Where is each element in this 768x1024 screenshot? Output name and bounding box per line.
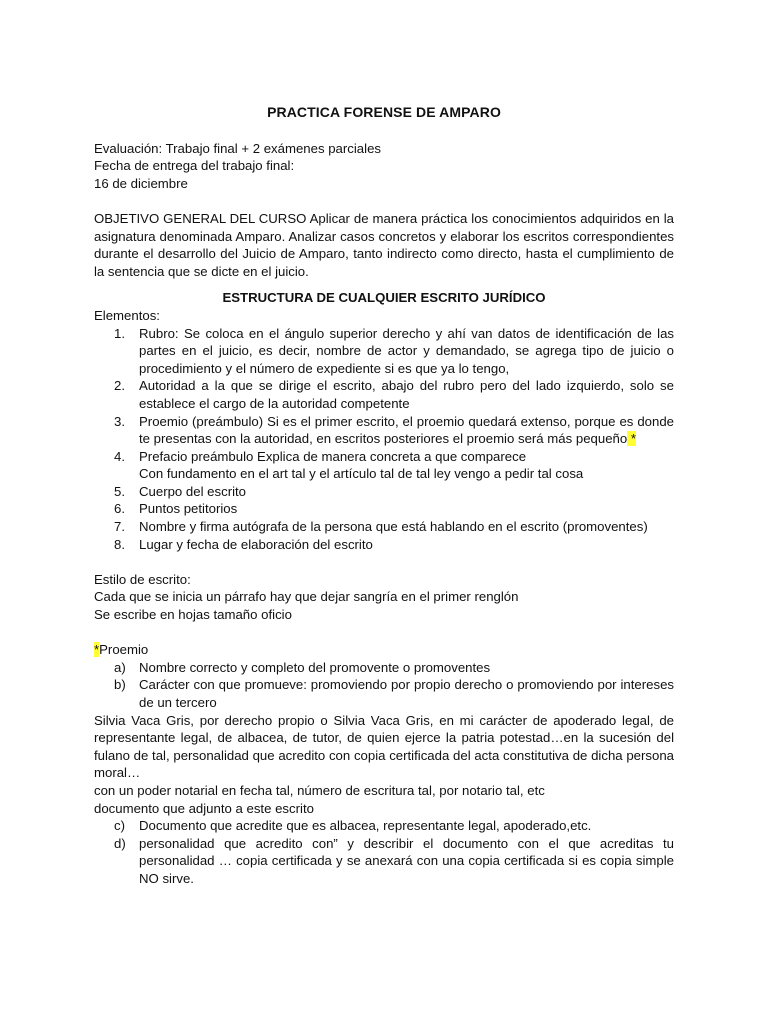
example-paragraph: Silvia Vaca Gris, por derecho propio o Silvia Vaca Gris, en mi carácter de apoderado legal, de representante legal, de albacea, de tutor, de quien ejerce la patria potestad…en la sucesión del fulano de tal, personalidad que acredito con copia certificada del acta constitutiva de dicha persona moral… [94,712,674,781]
objective-paragraph: OBJETIVO GENERAL DEL CURSO Aplicar de manera práctica los conocimientos adquiridos en la asignatura denominada Amparo. Analizar casos concretos y elaborar los escritos correspondientes durante el desarrollo del Juicio de Amparo, tanto indirecto como directo, hasta el cumplimiento de la sentencia que se dicte en el juicio. [94,210,674,279]
page-title: PRACTICA FORENSE DE AMPARO [267,104,501,120]
list-item: 7. Nombre y firma autógrafa de la persona que está hablando en el escrito (promoventes) [114,519,648,535]
list-item: 8. Lugar y fecha de elaboración del escrito [114,536,373,552]
spacer [94,553,674,571]
elements-label: Elementos: [94,307,160,323]
list-item: 5. Cuerpo del escrito [114,483,247,499]
style-label: Estilo de escrito: [94,571,191,587]
proemio-heading: *Proemio [94,642,149,658]
due-date: 16 de diciembre [94,175,188,191]
footnote-mark: * [94,642,100,658]
structure-title: ESTRUCTURA DE CUALQUIER ESCRITO JURÍDICO [222,290,546,306]
style-line: Se escribe en hojas tamaño oficio [94,607,292,623]
proemio-list-cd [94,817,674,887]
list-item: b) Carácter con que promueve: promoviendo por propio derecho o promoviendo por intereses de un tercero [114,677,674,710]
evaluation-line: Evaluación: Trabajo final + 2 exámenes parciales [94,140,381,156]
list-item: 2. Autoridad a la que se dirige el escrito, abajo del rubro pero del lado izquierdo, solo se establece el cargo de la autoridad competente [114,378,674,411]
list-item: 6. Puntos petitorios [114,501,238,517]
list-item: a) Nombre correcto y completo del promovente o promoventes [114,659,491,675]
elements-list [94,325,674,554]
style-line: Cada que se inicia un párrafo hay que dejar sangría en el primer renglón [94,589,519,605]
example-line: con un poder notarial en fecha tal, número de escritura tal, por notario tal, etc [94,782,545,798]
spacer [94,624,674,642]
footnote-mark: * [627,431,637,447]
list-item: 4. Prefacio preámbulo Explica de manera concreta a que comparece Con fundamento en el art tal y el artículo tal de tal ley vengo a pedir tal cosa [114,448,584,482]
list-item: 1. Rubro: Se coloca en el ángulo superior derecho y ahí van datos de identificación de las partes en el juicio, es decir, nombre de actor y demandado, se agrega tipo de juicio o procedimiento y el número de expediente si es que ya lo tengo, [114,325,674,376]
list-item: c) Documento que acredite que es albacea, representante legal, apoderado,etc. [114,818,592,834]
list-item: 3. Proemio (preámbulo) Si es el primer escrito, el proemio quedará extenso, porque es donde te presentas con la autoridad, en escritos posteriores el proemio será más pequeño * [114,413,674,447]
example-line: documento que adjunto a este escrito [94,800,314,816]
list-item: d) personalidad que acredito con” y describir el documento con el que acreditas tu personalidad … copia certificada y se anexará con una copia certificada si es copia simple NO sirve. [114,835,674,886]
spacer [94,192,674,210]
due-label: Fecha de entrega del trabajo final: [94,158,295,174]
proemio-list-ab [94,659,674,712]
